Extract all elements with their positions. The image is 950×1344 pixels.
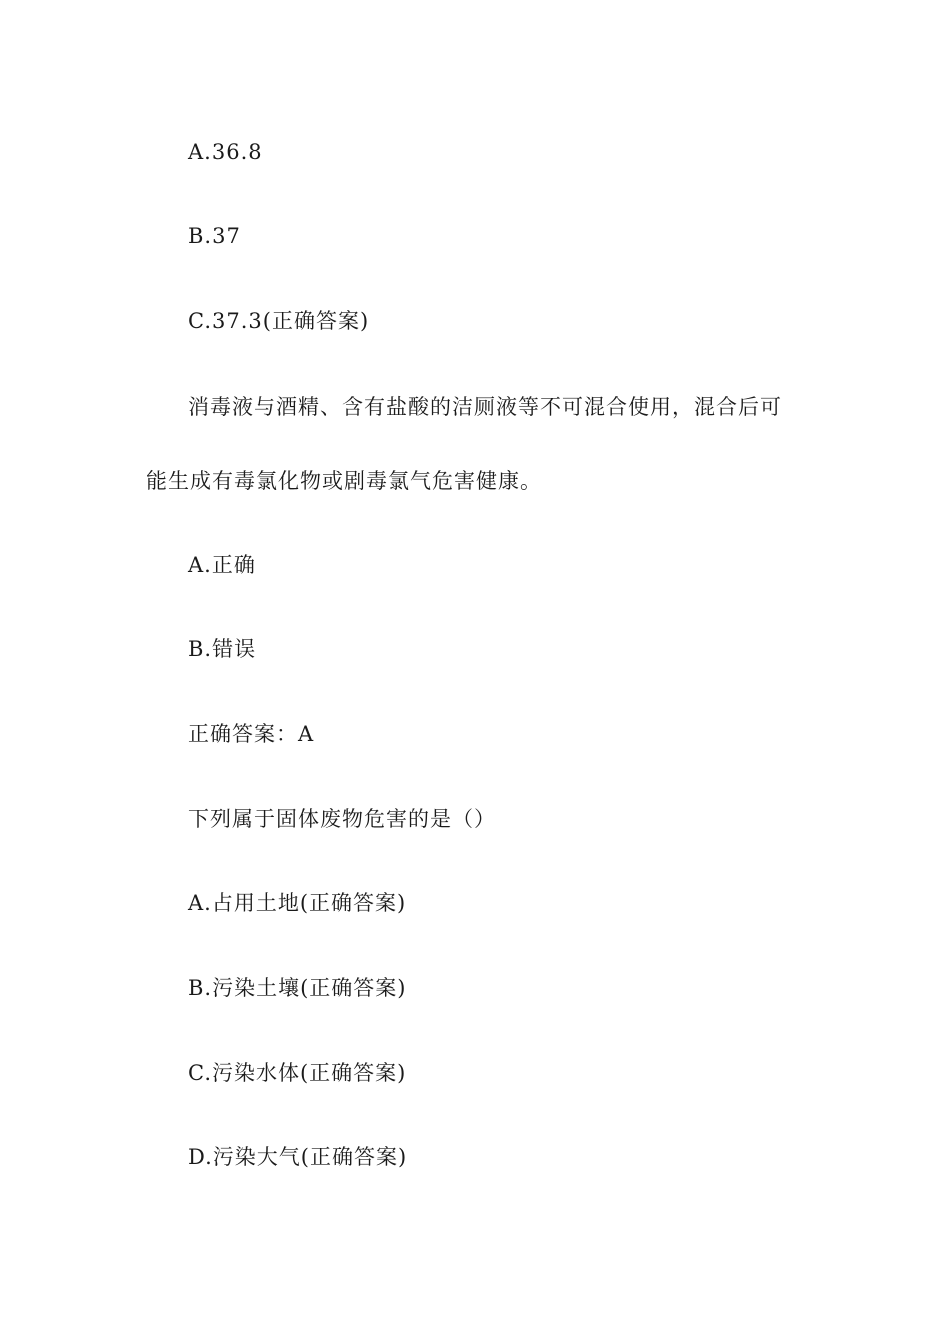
q1-option-a: A.36.8 [188,140,263,164]
q2-question-line-2: 能生成有毒氯化物或剧毒氯气危害健康。 [146,469,542,493]
q2-option-a: A.正确 [188,553,256,577]
q3-option-a: A.占用土地(正确答案) [188,891,407,915]
q3-option-c: C.污染水体(正确答案) [188,1061,407,1085]
q2-answer: 正确答案：A [188,722,315,746]
q1-option-c: C.37.3(正确答案) [188,309,370,333]
q1-option-b: B.37 [188,224,241,248]
q3-question: 下列属于固体废物危害的是（） [188,807,496,831]
q2-question-line-1: 消毒液与酒精、含有盐酸的洁厕液等不可混合使用，混合后可 [188,395,782,419]
q3-option-d: D.污染大气(正确答案) [188,1145,408,1169]
q2-option-b: B.错误 [188,637,257,661]
q3-option-b: B.污染土壤(正确答案) [188,976,407,1000]
